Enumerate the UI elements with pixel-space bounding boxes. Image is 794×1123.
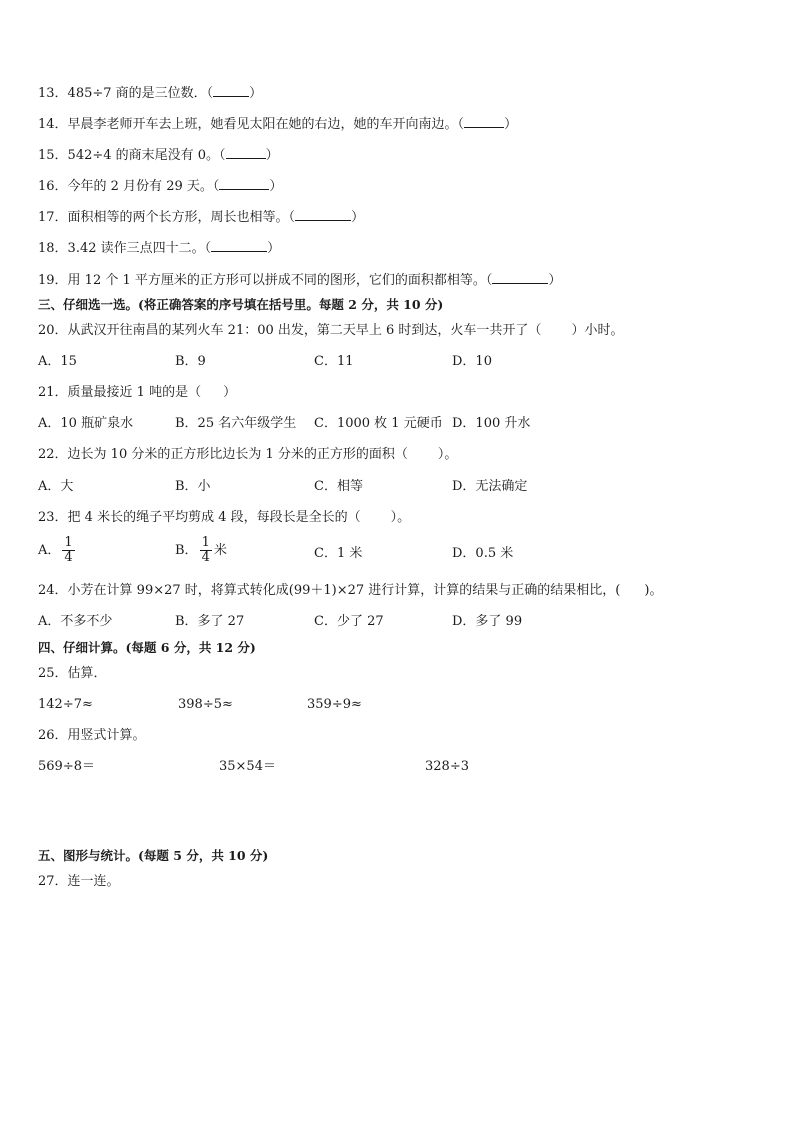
question-27: 27．连一连。 xyxy=(38,874,120,889)
estimate-item: 359÷9≈ xyxy=(307,697,362,712)
option-c[interactable]: C．少了 27 xyxy=(314,614,384,629)
option-a[interactable]: A．不多不少 xyxy=(38,614,113,629)
option-a[interactable]: A．10 瓶矿泉水 xyxy=(38,416,134,431)
answer-blank[interactable] xyxy=(226,145,266,159)
question-22: 22．边长为 10 分米的正方形比边长为 1 分米的正方形的面积（ ）。 xyxy=(38,447,458,462)
fraction: $\frac{1}{4}$ xyxy=(201,535,210,565)
answer-blank[interactable] xyxy=(213,83,249,97)
answer-blank[interactable] xyxy=(211,238,267,252)
section-heading-3: 三、仔细选一选。(将正确答案的序号填在括号里。每题 2 分，共 10 分) xyxy=(38,297,444,312)
vertical-calc-item: 35×54＝ xyxy=(219,759,276,774)
question-16: 16．今年的 2 月份有 29 天。（ ） xyxy=(38,176,282,196)
question-17: 17．面积相等的两个长方形，周长也相等。（ ） xyxy=(38,207,364,227)
option-a[interactable]: A．大 xyxy=(38,479,74,494)
question-15: 15．542÷4 的商末尾没有 0。（ ） xyxy=(38,145,279,165)
question-24: 24．小芳在计算 99×27 时，将算式转化成(99＋1)×27 进行计算，计算的结果与正确的结果相比，( )。 xyxy=(38,583,663,598)
fraction: $\frac{1}{4}$ xyxy=(64,535,73,565)
question-23: 23．把 4 米长的绳子平均剪成 4 段，每段长是全长的（ ）。 xyxy=(38,510,411,525)
question-20: 20．从武汉开往南昌的某列火车 21：00 出发，第二天早上 6 时到达，火车一共开了（ ）小时。 xyxy=(38,323,624,338)
section-heading-5: 五、图形与统计。(每题 5 分，共 10 分) xyxy=(38,848,269,863)
option-b[interactable]: B． $\frac{1}{4}$ 米 xyxy=(175,535,227,565)
vertical-calc-item: 328÷3 xyxy=(425,759,469,774)
section-heading-4: 四、仔细计算。(每题 6 分，共 12 分) xyxy=(38,640,256,655)
option-b[interactable]: B．小 xyxy=(175,479,211,494)
answer-blank[interactable] xyxy=(492,270,548,284)
option-c[interactable]: C．1000 枚 1 元硬币 xyxy=(314,416,443,431)
estimate-item: 398÷5≈ xyxy=(178,697,233,712)
option-a[interactable]: A． $\frac{1}{4}$ xyxy=(38,535,73,565)
option-d[interactable]: D．100 升水 xyxy=(452,416,531,431)
question-13: 13．485÷7 商的是三位数．（ ） xyxy=(38,83,262,103)
option-b[interactable]: B．25 名六年级学生 xyxy=(175,416,297,431)
option-c[interactable]: C．1 米 xyxy=(314,546,363,561)
option-c[interactable]: C．相等 xyxy=(314,479,363,494)
answer-blank[interactable] xyxy=(464,114,504,128)
option-d[interactable]: D．无法确定 xyxy=(452,479,528,494)
option-a[interactable]: A．15 xyxy=(38,354,77,369)
answer-blank[interactable] xyxy=(219,176,269,190)
estimate-item: 142÷7≈ xyxy=(38,697,93,712)
answer-blank[interactable] xyxy=(295,207,351,221)
option-b[interactable]: B．多了 27 xyxy=(175,614,245,629)
question-19: 19．用 12 个 1 平方厘米的正方形可以拼成不同的图形，它们的面积都相等。（ ） xyxy=(38,270,561,290)
vertical-calc-item: 569÷8＝ xyxy=(38,759,95,774)
option-d[interactable]: D．10 xyxy=(452,354,492,369)
question-26-title: 26．用竖式计算。 xyxy=(38,728,146,743)
question-14: 14．早晨李老师开车去上班，她看见太阳在她的右边，她的车开向南边。（ ） xyxy=(38,114,517,134)
option-d[interactable]: D．0.5 米 xyxy=(452,546,514,561)
question-21: 21．质量最接近 1 吨的是（ ） xyxy=(38,385,237,400)
question-25-title: 25．估算． xyxy=(38,666,107,681)
question-18: 18．3.42 读作三点四十二。（ ） xyxy=(38,238,280,258)
option-d[interactable]: D．多了 99 xyxy=(452,614,523,629)
option-b[interactable]: B．9 xyxy=(175,354,206,369)
option-c[interactable]: C．11 xyxy=(314,354,354,369)
